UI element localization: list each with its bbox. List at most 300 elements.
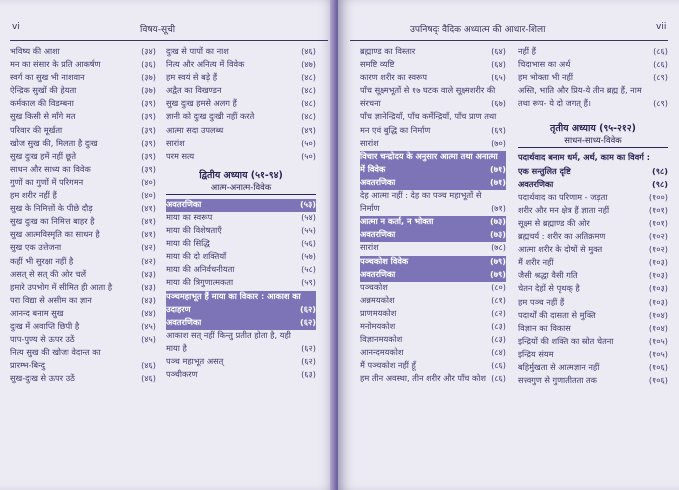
toc-entry — [10, 46, 156, 59]
toc-entry-title: असत् से सत् की ओर चलें — [10, 268, 87, 279]
toc-entry-page: (४९) — [301, 124, 316, 135]
toc-entry — [518, 192, 668, 205]
toc-entry-title: सुख दुःख हमें नहीं छूते — [10, 150, 77, 161]
toc-entry-page: (४७) — [301, 59, 316, 70]
toc-entry-page: (४०) — [141, 176, 156, 187]
toc-entry — [166, 125, 316, 138]
toc-entry-title: पञ्चकोश — [360, 281, 388, 292]
toc-entry — [518, 297, 668, 310]
toc-entry-title: सारांश — [166, 137, 185, 148]
right-column-2 — [518, 46, 668, 388]
toc-entry-title: आत्मा न कर्ता, न भोक्ता — [360, 216, 434, 227]
toc-entry-title: कहीं भी सुरक्षा नहीं है — [10, 255, 74, 266]
toc-entry-page: (३९) — [141, 124, 156, 135]
toc-entry-title: परम सत्य — [166, 150, 195, 161]
toc-entry-page: (३४) — [141, 46, 156, 56]
toc-entry-page: (५०) — [301, 137, 316, 148]
toc-entry-title: गुणों का गुणों में परिगमन — [10, 176, 84, 187]
toc-entry — [10, 203, 156, 216]
toc-entry — [360, 321, 506, 334]
left-column-1 — [10, 46, 156, 386]
toc-entry-title: कर्मकाल की विडम्बना — [10, 98, 74, 109]
toc-entry-title: सूक्ष्म से ब्रह्माण्ड की ओर — [518, 217, 590, 228]
toc-entry-title: हम भोक्ता भी नहीं — [518, 72, 573, 83]
toc-entry-page: (५०) — [301, 150, 316, 161]
toc-entry-page: (४१) — [141, 203, 156, 214]
toc-entry-title: पाप-पुण्य से ऊपर उठें — [10, 334, 75, 345]
toc-entry-page: (१०४) — [648, 322, 668, 333]
toc-entry — [360, 373, 506, 386]
toc-entry-title: परा विद्या से असीम का ज्ञान — [10, 294, 92, 305]
toc-entry — [10, 151, 156, 164]
toc-entry — [10, 177, 156, 190]
toc-entry-title: जैसी श्रद्धा वैसी गति — [518, 270, 578, 281]
toc-entry-title: पञ्च महाभूत असत् — [166, 355, 224, 366]
toc-entry — [10, 347, 156, 360]
toc-entry-page: (४२) — [141, 255, 156, 266]
toc-entry-page: (७३) — [490, 216, 506, 227]
toc-entry-page: (८२) — [491, 307, 506, 318]
right-header-rule — [350, 40, 668, 41]
toc-entry-title: आत्मा शरीर के दोषों से मुक्त — [518, 244, 603, 255]
toc-entry-title: स्वर्ग का सुख भी नाशवान — [10, 72, 85, 83]
toc-entry — [360, 269, 506, 282]
toc-entry-page: (५९) — [301, 277, 316, 288]
toc-entry-page: (४८) — [301, 72, 316, 83]
toc-entry-title: में विवेक — [360, 163, 386, 174]
toc-entry-title: देह आत्मा नहीं : देह का पञ्च महाभूतों से — [360, 190, 482, 201]
toc-entry-page: (१०२) — [648, 244, 668, 255]
toc-entry-page: (८६) — [653, 59, 668, 70]
toc-entry-title: विज्ञान का विकास — [518, 322, 571, 333]
left-page — [0, 0, 336, 490]
toc-entry-page: (१०२) — [648, 231, 668, 242]
toc-entry-title: आत्मा सदा उपलब्ध — [166, 124, 224, 135]
toc-entry — [360, 46, 506, 59]
toc-entry-page: (८३) — [491, 320, 506, 331]
toc-entry — [10, 295, 156, 308]
toc-entry-page: (८९) — [653, 98, 668, 109]
toc-entry — [360, 282, 506, 295]
left-running-head: विषय-सूची — [140, 25, 176, 35]
toc-entry-title: अवतरणिका — [360, 268, 396, 279]
toc-entry-title: नहीं हैं — [518, 46, 536, 56]
toc-entry — [166, 317, 316, 330]
toc-entry-page: (३७) — [141, 85, 156, 96]
toc-entry-page: (८४) — [491, 347, 506, 358]
toc-entry-title: नित्य सुख की खोजः वेदान्त का — [10, 347, 101, 358]
toc-entry — [360, 295, 506, 308]
toc-entry-page: (६४) — [491, 46, 506, 56]
toc-entry-title: प्राणमयकोश — [360, 307, 397, 318]
left-header-rule — [10, 40, 328, 41]
toc-entry-page: (१०६) — [648, 375, 668, 386]
toc-entry-title: इन्द्रियों की शक्ति का स्रोत चेतना — [518, 335, 614, 346]
toc-entry-title: अवतरणिका — [518, 178, 554, 189]
toc-entry-title: साधन और साध्य का विवेक — [10, 163, 91, 174]
toc-entry-page: (३९) — [141, 150, 156, 161]
toc-entry-page: (४१) — [141, 229, 156, 240]
toc-entry-page: (१०३) — [648, 257, 668, 268]
toc-entry-title: ऐन्द्रिक सुखों की हेयता — [10, 85, 77, 96]
toc-entry — [360, 138, 506, 151]
toc-entry-title: हम तीन अवस्था, तीन शरीर और पाँच कोश — [360, 373, 486, 384]
toc-entry — [518, 310, 668, 323]
chapter-2-subtitle: आत्म-अनात्म-विवेक — [166, 182, 316, 195]
right-page-number: vii — [656, 22, 667, 32]
toc-entry — [166, 264, 316, 277]
toc-entry-title: अद्वैत का विखण्डन — [166, 85, 222, 96]
toc-entry — [166, 251, 316, 264]
toc-entry — [518, 375, 668, 388]
toc-entry-page: (८६) — [653, 46, 668, 56]
toc-entry-title: माया की अनिर्वचनीयता — [166, 264, 235, 275]
toc-entry-page: (५४) — [301, 211, 316, 222]
toc-entry — [10, 321, 156, 334]
toc-entry-title: अन्नमयकोश — [360, 294, 395, 305]
toc-entry — [10, 373, 156, 386]
toc-entry-page: (४६) — [141, 360, 156, 371]
toc-entry-page: (६७) — [491, 98, 506, 109]
toc-entry-title: पदार्थों की दासता से मुक्ति — [518, 309, 596, 320]
toc-entry-title: पदार्थवाद बनाम धर्म, अर्थ, काम का विवर्ग : — [518, 152, 651, 163]
toc-entry-page: (१०३) — [648, 296, 668, 307]
toc-entry-title: खोज सुख की, मिलता है दुःख — [10, 137, 98, 148]
toc-entry — [518, 323, 668, 336]
toc-entry-title: सुख दुःख हमसे अलग हैं — [166, 98, 237, 109]
toc-entry-page: (९८) — [652, 165, 668, 176]
toc-entry — [518, 283, 668, 296]
toc-entry — [360, 111, 506, 124]
toc-entry-page: (४६) — [141, 373, 156, 384]
toc-entry — [360, 360, 506, 373]
toc-entry — [518, 152, 668, 165]
toc-entry — [360, 229, 506, 242]
toc-entry-page: (८६) — [491, 373, 506, 384]
toc-entry-page: (८३) — [491, 334, 506, 345]
toc-entry — [10, 308, 156, 321]
toc-entry — [166, 46, 316, 59]
toc-entry-page: (५८) — [301, 264, 316, 275]
toc-entry — [360, 164, 506, 177]
toc-entry-page: (७१) — [490, 163, 506, 174]
toc-entry-page: (१००) — [648, 191, 668, 202]
toc-entry-page: (४३) — [141, 268, 156, 279]
toc-entry-title: ब्रह्माण्ड का विस्तार — [360, 46, 416, 56]
toc-entry-title: अवतरणिका — [166, 316, 202, 327]
toc-entry — [10, 190, 156, 203]
toc-entry-title: दुःख से पापों का नाश — [166, 46, 229, 56]
toc-entry-title: अस्ति, भाति और प्रिय-ये तीन ब्रह्म हैं, नाम — [518, 85, 642, 96]
toc-entry-page: (३९) — [141, 137, 156, 148]
toc-entry — [360, 72, 506, 85]
chapter-3-title: तृतीय अध्याय (९५-२१२) — [550, 123, 636, 135]
toc-entry-page: (६२) — [300, 316, 316, 327]
toc-entry — [166, 369, 316, 382]
toc-entry-title: आनन्दमयकोश — [360, 347, 404, 358]
toc-entry-page: (३७) — [141, 72, 156, 83]
toc-entry — [360, 190, 506, 203]
toc-entry — [10, 256, 156, 269]
toc-entry-page: (४४) — [141, 307, 156, 318]
toc-entry-title: बहिर्मुखता से आत्मज्ञान नहीं — [518, 361, 600, 372]
toc-entry — [166, 98, 316, 111]
toc-entry — [518, 362, 668, 375]
toc-entry — [166, 304, 316, 317]
toc-entry — [360, 242, 506, 255]
toc-entry — [10, 216, 156, 229]
toc-entry — [166, 356, 316, 369]
toc-entry — [518, 218, 668, 231]
toc-entry-title: प्रारम्भ-बिन्दु — [10, 360, 45, 371]
toc-entry-page: (७३) — [490, 229, 506, 240]
toc-entry-page: (६२) — [301, 342, 316, 353]
toc-entry-page: (४६) — [301, 46, 316, 56]
toc-entry — [166, 225, 316, 238]
toc-entry — [518, 85, 668, 98]
toc-entry-page: (६९) — [491, 124, 506, 135]
toc-entry — [518, 270, 668, 283]
left-page-number: vi — [12, 22, 20, 32]
toc-entry-page: (६२) — [301, 355, 316, 366]
toc-entry-title: पदार्थवाद का परिणाम - जड़ता — [518, 191, 608, 202]
toc-entry-title: पाँच ज्ञानेन्द्रियाँ, पाँच कर्मेन्द्रियाँ, पाँच प्राण तथा — [360, 111, 497, 122]
toc-entry-page: (८६) — [491, 360, 506, 371]
toc-entry-title: ब्रह्मचर्य : शरीर का अतिक्रमण — [518, 231, 606, 242]
toc-entry-title: दुःख में अवाप्ति छिपी है — [10, 320, 80, 331]
toc-entry-title: इन्द्रिय संयम — [518, 348, 554, 359]
chapter-3-subtitle: साधन-साध्य-विवेक — [518, 135, 668, 148]
toc-entry — [166, 330, 316, 343]
toc-entry-title: सुख-दुःख से ऊपर उठें — [10, 373, 75, 384]
toc-entry-page: (४२) — [141, 242, 156, 253]
toc-entry-title: मन एवं बुद्धि का निर्माण — [360, 124, 431, 135]
toc-entry-title: कारण शरीर का स्वरूप — [360, 72, 428, 83]
toc-entry — [166, 138, 316, 151]
toc-entry — [10, 282, 156, 295]
toc-entry-title: माया की त्रिगुणात्मकता — [166, 277, 234, 288]
toc-entry — [10, 164, 156, 177]
toc-entry-page: (३९) — [141, 111, 156, 122]
toc-entry — [10, 85, 156, 98]
toc-entry-page: (४८) — [301, 111, 316, 122]
toc-entry-page: (१०३) — [648, 283, 668, 294]
toc-entry — [10, 72, 156, 85]
toc-entry — [518, 205, 668, 218]
toc-entry-title: सुख किसी से माँगे मत — [10, 111, 76, 122]
toc-entry-page: (६२) — [300, 303, 316, 314]
toc-entry-page: (५७) — [301, 251, 316, 262]
toc-entry — [360, 256, 506, 269]
toc-entry-title: भविष्य की आशा — [10, 46, 60, 56]
right-column-1 — [360, 46, 506, 386]
toc-entry-title: हम पञ्च नहीं हैं — [518, 296, 565, 307]
toc-entry — [166, 238, 316, 251]
toc-entry — [10, 138, 156, 151]
toc-entry — [360, 177, 506, 190]
toc-entry-title: सारांश — [360, 242, 379, 253]
toc-entry-title: तथा रूप- ये दो जगत् हैं। — [518, 98, 592, 109]
toc-entry — [518, 257, 668, 270]
toc-entry — [360, 308, 506, 321]
toc-entry-page: (१०३) — [648, 270, 668, 281]
toc-entry-page: (७१) — [490, 176, 506, 187]
toc-entry — [360, 98, 506, 111]
toc-entry — [10, 59, 156, 72]
toc-entry-title: चेतन देहों से पृथक् है — [518, 283, 580, 294]
toc-entry — [360, 59, 506, 72]
toc-entry — [518, 98, 668, 111]
toc-entry — [166, 59, 316, 72]
toc-entry-title: पञ्चकोश विवेक — [360, 255, 409, 266]
toc-entry — [166, 199, 316, 212]
toc-entry-page: (३९) — [141, 163, 156, 174]
toc-entry-page: (७९) — [490, 268, 506, 279]
toc-entry-page: (८०) — [491, 281, 506, 292]
toc-entry-title: ज्ञानी को दुःख दुःखी नहीं करते — [166, 111, 255, 122]
toc-entry-page: (४१) — [141, 216, 156, 227]
toc-entry — [518, 336, 668, 349]
toc-entry-page: (७८) — [491, 242, 506, 253]
right-page — [338, 0, 679, 490]
toc-entry-page: (६४) — [491, 59, 506, 70]
toc-entry — [166, 151, 316, 164]
toc-entry — [360, 347, 506, 360]
toc-entry-page: (५६) — [301, 238, 316, 249]
toc-entry-page: (८९) — [653, 72, 668, 83]
toc-entry-page: (९८) — [652, 178, 668, 189]
toc-entry — [360, 85, 506, 98]
toc-entry-page: (७९) — [490, 255, 506, 266]
toc-entry — [166, 72, 316, 85]
toc-entry — [166, 291, 316, 304]
toc-entry — [518, 72, 668, 85]
toc-entry-title: माया की विशेषताएँ — [166, 225, 222, 236]
toc-entry-title: अवतरणिका — [166, 198, 202, 209]
toc-entry — [360, 125, 506, 138]
toc-entry-title: नित्य और अनित्य में विवेक — [166, 59, 245, 70]
right-running-head: उपनिषद्ः वैदिक अध्यात्म की आधार-शिला — [410, 25, 546, 35]
toc-entry — [518, 179, 668, 192]
toc-entry — [10, 125, 156, 138]
toc-entry-page: (४०) — [141, 190, 156, 201]
toc-entry-title: मनोमयकोश — [360, 320, 396, 331]
toc-entry — [166, 85, 316, 98]
toc-entry-title: सत्त्वगुण से गुणातीतता तक — [518, 375, 597, 386]
toc-entry-title: माया का स्वरूप — [166, 211, 213, 222]
left-column-2 — [166, 46, 316, 382]
toc-entry-page: (१०४) — [648, 309, 668, 320]
toc-entry-page: (४५) — [141, 334, 156, 345]
toc-entry-page: (६५) — [491, 72, 506, 83]
toc-entry-title: विज्ञानमयकोश — [360, 334, 403, 345]
toc-entry-title: हम शरीर नहीं हैं — [10, 190, 57, 201]
toc-entry-title: निर्माण — [360, 203, 380, 214]
toc-entry-title: विचार चन्द्रोदय के अनुसार आत्मा तथा अनात्मा — [360, 150, 498, 161]
toc-entry-title: सुख दुःख का निमित्त बाहर है — [10, 216, 95, 227]
toc-entry-title: संरचना — [360, 98, 381, 109]
toc-entry — [518, 244, 668, 257]
toc-entry-page: (५३) — [300, 198, 316, 209]
toc-entry-title: अवतरणिका — [360, 229, 396, 240]
toc-entry — [166, 212, 316, 225]
toc-entry-page: (४८) — [301, 85, 316, 96]
toc-entry-title: मन का संसार के प्रति आकर्षण — [10, 59, 101, 70]
toc-entry — [360, 203, 506, 216]
toc-entry-page: (४३) — [141, 281, 156, 292]
toc-entry-title: एक सन्तुलित दृष्टि — [518, 165, 571, 176]
toc-entry-title: आकाश सत् नहीं किन्तु प्रतीत होता है, यही — [166, 329, 291, 340]
toc-entry-title: हमारे उपभोग में सीमित ही आता है — [10, 281, 113, 292]
toc-entry-page: (४३) — [141, 294, 156, 305]
toc-entry-page: (१०१) — [648, 204, 668, 215]
chapter-2-title: द्वितीय अध्याय (५१-९४) — [199, 169, 283, 181]
toc-entry-page: (४५) — [141, 320, 156, 331]
toc-entry — [360, 334, 506, 347]
toc-entry-title: माया है — [166, 342, 187, 353]
toc-entry-title: मैं शरीर नहीं — [518, 257, 554, 268]
toc-entry — [10, 229, 156, 242]
toc-entry-page: (१०६) — [648, 361, 668, 372]
toc-entry-title: चिदाभास का अर्थ — [518, 59, 571, 70]
toc-entry — [518, 46, 668, 59]
toc-entry — [166, 343, 316, 356]
toc-entry-title: उदाहरण — [166, 303, 191, 314]
toc-entry — [518, 349, 668, 362]
toc-entry-page: (१०५) — [648, 335, 668, 346]
toc-entry-title: सारांश — [360, 137, 379, 148]
toc-entry-page: (४८) — [301, 98, 316, 109]
toc-entry — [166, 277, 316, 290]
toc-entry — [10, 269, 156, 282]
toc-entry-page: (१०५) — [648, 348, 668, 359]
toc-entry — [10, 334, 156, 347]
toc-entry-title: मैं पञ्चकोश नहीं हूँ — [360, 360, 416, 371]
toc-entry — [360, 216, 506, 229]
toc-entry-page: (८१) — [491, 294, 506, 305]
toc-entry — [10, 111, 156, 124]
toc-entry-title: सुख आत्मविस्मृति का साधन है — [10, 229, 100, 240]
toc-entry-title: समष्टि व्यष्टि — [360, 59, 395, 70]
toc-entry-title: माया की दो शक्तियाँ — [166, 251, 227, 262]
toc-entry — [166, 111, 316, 124]
toc-entry — [518, 166, 668, 179]
toc-entry-title: पाँच सूक्ष्मभूतों से १७ घटक वाले सूक्ष्मशरीर की — [360, 85, 496, 96]
toc-entry — [10, 360, 156, 373]
toc-entry — [360, 151, 506, 164]
toc-entry-page: (७०) — [491, 137, 506, 148]
toc-entry-page: (३९) — [141, 98, 156, 109]
toc-entry-title: परिवार की मूर्खता — [10, 124, 63, 135]
toc-entry-title: सुख के निमित्तों के पीछे दौड़ — [10, 203, 93, 214]
toc-entry — [518, 59, 668, 72]
toc-entry-title: शरीर और मन क्षेत्र हैं ज्ञाता नहीं — [518, 204, 610, 215]
toc-entry — [10, 242, 156, 255]
toc-entry-title: पञ्चीकरण — [166, 369, 198, 380]
toc-entry-page: (३६) — [141, 59, 156, 70]
toc-entry-title: आनन्द बनाम सुख — [10, 307, 64, 318]
toc-entry — [10, 98, 156, 111]
toc-entry-title: हम स्वयं से बड़े हैं — [166, 72, 218, 83]
toc-entry-title: माया की सिद्धि — [166, 238, 210, 249]
toc-entry-page: (५५) — [301, 225, 316, 236]
toc-entry-title: अवतरणिका — [360, 176, 396, 187]
toc-entry-title: सुख एक उत्तेजना — [10, 242, 62, 253]
toc-entry-page: (७१) — [491, 203, 506, 214]
toc-entry — [518, 231, 668, 244]
toc-entry-page: (६३) — [301, 369, 316, 380]
toc-entry-title: पञ्चमहाभूत हैं माया का विकार : आकाश का — [166, 290, 301, 301]
